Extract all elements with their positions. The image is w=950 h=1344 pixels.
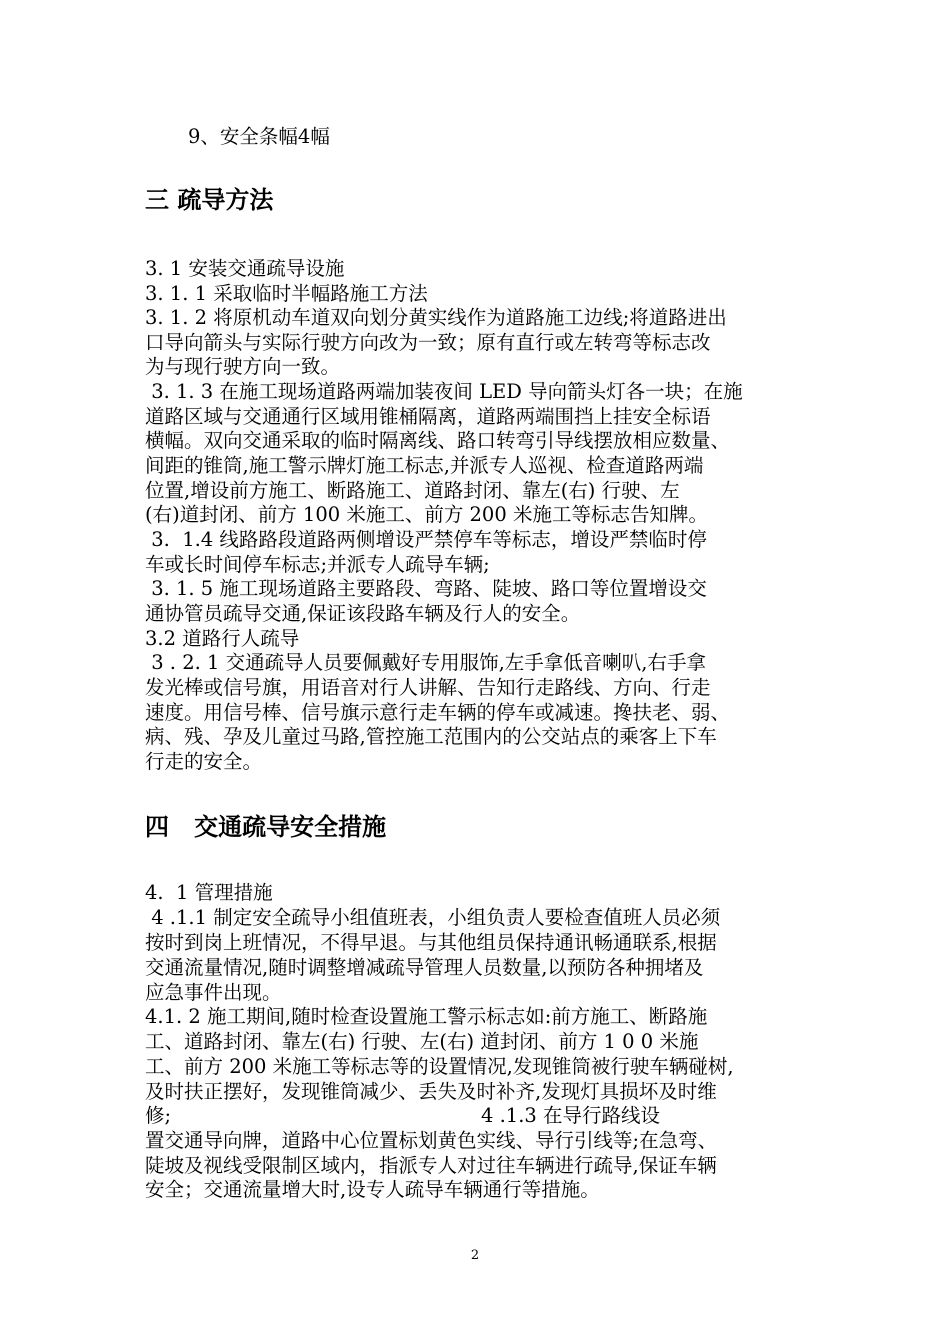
section-3-heading: 三 疏导方法 (145, 186, 274, 214)
text-line: 3. 1. 2 将原机动车道双向划分黄实线作为道路施工边线;将道路进出 (145, 306, 727, 329)
text-line: 3. 1 安装交通疏导设施 (145, 257, 345, 280)
text-line: 3. 1.4 线路路段道路两侧增设严禁停车等标志，增设严禁临时停 (145, 528, 707, 551)
text-line: 交通流量情况,随时调整增减疏导管理人员数量,以预防各种拥堵及 (145, 956, 704, 979)
text-line: 横幅。双向交通采取的临时隔离线、路口转弯引导线摆放相应数量、 (145, 429, 731, 452)
text-line: 行走的安全。 (145, 750, 263, 773)
text-line: 通协管员疏导交通,保证该段路车辆及行人的安全。 (145, 602, 581, 625)
text-line: 及时扶正摆好，发现锥筒减少、丢失及时补齐,发现灯具损坏及时维 (145, 1080, 717, 1103)
text-line: 为与现行驶方向一致。 (145, 355, 341, 378)
text-line: 修; 4 .1.3 在导行路线设 (145, 1104, 661, 1127)
text-line: 车或长时间停车标志;并派专人疏导车辆; (145, 553, 490, 576)
list-item-9: 9、安全条幅4幅 (188, 125, 330, 148)
text-line: 3. 1. 5 施工现场道路主要路段、弯路、陡坡、路口等位置增设交 (145, 577, 707, 600)
text-line: 口导向箭头与实际行驶方向改为一致；原有直行或左转弯等标志改 (145, 331, 711, 354)
text-line: 4.1. 2 施工期间,随时检查设置施工警示标志如:前方施工、断路施 (145, 1005, 708, 1028)
text-line: 安全；交通流量增大时,设专人疏导车辆通行等措施。 (145, 1178, 600, 1201)
text-line: 道路区域与交通通行区域用锥桶隔离，道路两端围挡上挂安全标语 (145, 405, 711, 428)
text-line: 4 .1.1 制定安全疏导小组值班表，小组负责人要检查值班人员必须 (145, 906, 721, 929)
text-line: 按时到岗上班情况，不得早退。与其他组员保持通讯畅通联系,根据 (145, 931, 717, 954)
text-line: 速度。用信号棒、信号旗示意行走车辆的停车或减速。搀扶老、弱、 (145, 701, 731, 724)
text-line: 发光棒或信号旗，用语音对行人讲解、告知行走路线、方向、行走 (145, 676, 711, 699)
text-line: 置交通导向牌，道路中心位置标划黄色实线、导行引线等;在急弯、 (145, 1129, 718, 1152)
text-line: 工、道路封闭、靠左(右) 行驶、左(右) 道封闭、前方 1 0 0 米施 (145, 1030, 699, 1053)
text-line: 3 . 2. 1 交通疏导人员要佩戴好专用服饰,左手拿低音喇叭,右手拿 (145, 651, 707, 674)
text-line: (右)道封闭、前方 100 米施工、前方 200 米施工等标志告知牌。 (145, 503, 708, 526)
text-line: 病、残、孕及儿童过马路,管控施工范围内的公交站点的乘客上下车 (145, 725, 717, 748)
text-line: 工、前方 200 米施工等标志等的设置情况,发现锥筒被行驶车辆碰树, (145, 1055, 734, 1078)
text-line: 3. 1. 3 在施工现场道路两端加装夜间 LED 导向箭头灯各一块；在施 (145, 380, 743, 403)
subsection-heading: 4. 1 管理措施 (145, 881, 273, 904)
text-line: 3. 1. 1 采取临时半幅路施工方法 (145, 282, 428, 305)
section-4-heading: 四 交通疏导安全措施 (145, 813, 387, 841)
text-line: 间距的锥筒,施工警示牌灯施工标志,并派专人巡视、检查道路两端 (145, 454, 704, 477)
subsection-heading: 3.2 道路行人疏导 (145, 627, 300, 650)
page-number: 2 (470, 1248, 480, 1263)
text-line: 位置,增设前方施工、断路施工、道路封闭、靠左(右) 行驶、左 (145, 479, 680, 502)
text-line: 应急事件出现。 (145, 981, 282, 1004)
text-line: 陡坡及视线受限制区域内，指派专人对过往车辆进行疏导,保证车辆 (145, 1154, 717, 1177)
